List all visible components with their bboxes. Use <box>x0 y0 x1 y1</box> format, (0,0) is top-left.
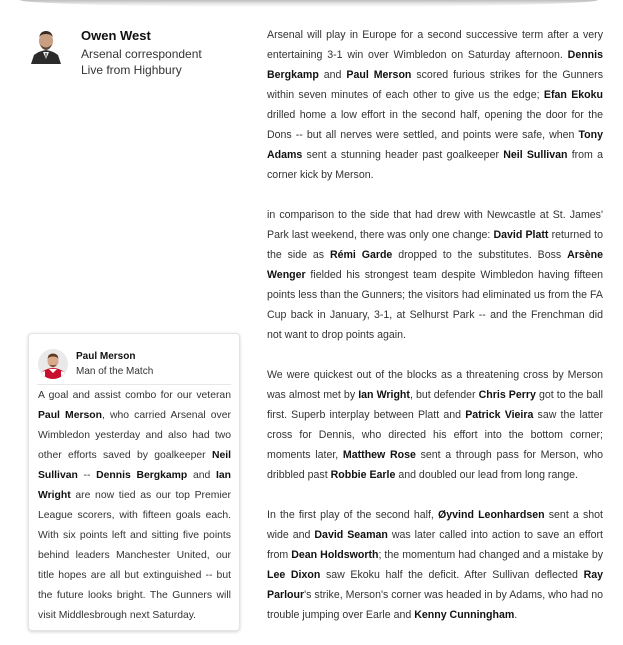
player-name: Efan Ekoku <box>543 89 603 101</box>
motm-divider <box>37 384 231 385</box>
author-byline <box>30 28 250 78</box>
article-paragraph: Arsenal will play in Europe for a second successive term after a very entertaining 3-1 win over Wimbledon on Saturday afternoon. Dennis Bergkamp and Paul Merson scored furious strikes for the Gunners within seven minutes of each other to give us the edge; Efan Ekoku drilled home a low effort in the second half, opening the door for the Dons -- but all nerves were settled, and points were safe, when Tony Adams sent a stunning header past goalkeeper Neil Sullivan from a corner kick by Merson. <box>267 29 603 181</box>
player-name: David Seaman <box>314 529 388 541</box>
motm-player-name: Paul Merson <box>76 351 136 362</box>
motm-avatar <box>38 349 68 379</box>
player-name: Ian Wright <box>38 470 231 501</box>
player-name: Matthew Rose <box>342 449 416 461</box>
player-name: Øyvind Leonhardsen <box>438 509 545 521</box>
player-name: Robbie Earle <box>330 469 396 481</box>
player-name: Ray Parlour <box>267 569 603 601</box>
player-name: Neil Sullivan <box>503 149 568 161</box>
player-name: David Platt <box>493 229 549 241</box>
motm-label: Man of the Match <box>76 366 154 377</box>
player-name: Neil Sullivan <box>38 450 231 481</box>
player-name: Ian Wright <box>358 389 410 401</box>
author-name: Owen West <box>81 28 151 43</box>
author-avatar <box>30 28 62 64</box>
author-location: Live from Highbury <box>81 63 182 77</box>
article-paragraph: In the first play of the second half, Øyvind Leonhardsen sent a shot wide and David Seaman was later called into action to save an effort from Dean Holdsworth; the momentum had changed and a mistake by Lee Dixon saw Ekoku half the deficit. After Sullivan deflected Ray Parlour's strike, Merson's corner was headed in by Adams, who had no trouble jumping over Earle and Kenny Cunningham. <box>267 509 604 621</box>
article-paragraph: in comparison to the side that had drew with Newcastle at St. James' Park last weekend, there was only one change: David Platt returned to the side as Rémi Garde dropped to the substitutes. Boss Arsène Wenger fielded his strongest team despite Wimbledon having fifteen points less than the Gunners; the visitors had eliminated us from the FA Cup back in January, 3-1, at Selhurst Park -- and the Frenchman did not want to drop points again. <box>267 209 603 341</box>
player-name: Kenny Cunningham <box>414 609 515 621</box>
man-of-the-match-card <box>28 333 240 631</box>
player-name: Tony Adams <box>267 129 603 161</box>
header-shadow <box>20 0 598 7</box>
player-name: Dennis Bergkamp <box>267 49 603 81</box>
player-name: Dean Holdsworth <box>291 549 379 561</box>
article-paragraph: We were quickest out of the blocks as a threatening cross by Merson was almost met by Ian Wright, but defender Chris Perry got to the ball first. Superb interplay between Platt and Patrick Vieira saw the latter cross for Dennis, who directed his effort into the bottom corner; moments later, Matthew Rose sent a through pass for Merson, who dribbled past Robbie Earle and doubled our lead from long range. <box>267 369 604 481</box>
player-name: Rémi Garde <box>329 249 393 261</box>
player-name: Lee Dixon <box>267 569 321 581</box>
author-role: Arsenal correspondent <box>81 47 202 61</box>
motm-summary: A goal and assist combo for our veteran Paul Merson, who carried Arsenal over Wimbledon yesterday and also had two other efforts saved by goalkeeper Neil Sullivan -- Dennis Bergkamp and Ian Wright are now tied as our top Premier League scorers, with fifteen goals each. With six points left and sitting five points behind leaders Manchester United, our title hopes are all but extinguished -- but the future looks bright. The Gunners will visit Middlesbrough next Saturday. <box>38 390 231 621</box>
player-name: Patrick Vieira <box>465 409 534 421</box>
player-name: Paul Merson <box>38 410 102 421</box>
player-name: Dennis Bergkamp <box>96 470 188 481</box>
player-name: Paul Merson <box>346 69 412 81</box>
match-report <box>267 25 603 645</box>
player-name: Arsène Wenger <box>267 249 603 281</box>
player-name: Chris Perry <box>478 389 536 401</box>
